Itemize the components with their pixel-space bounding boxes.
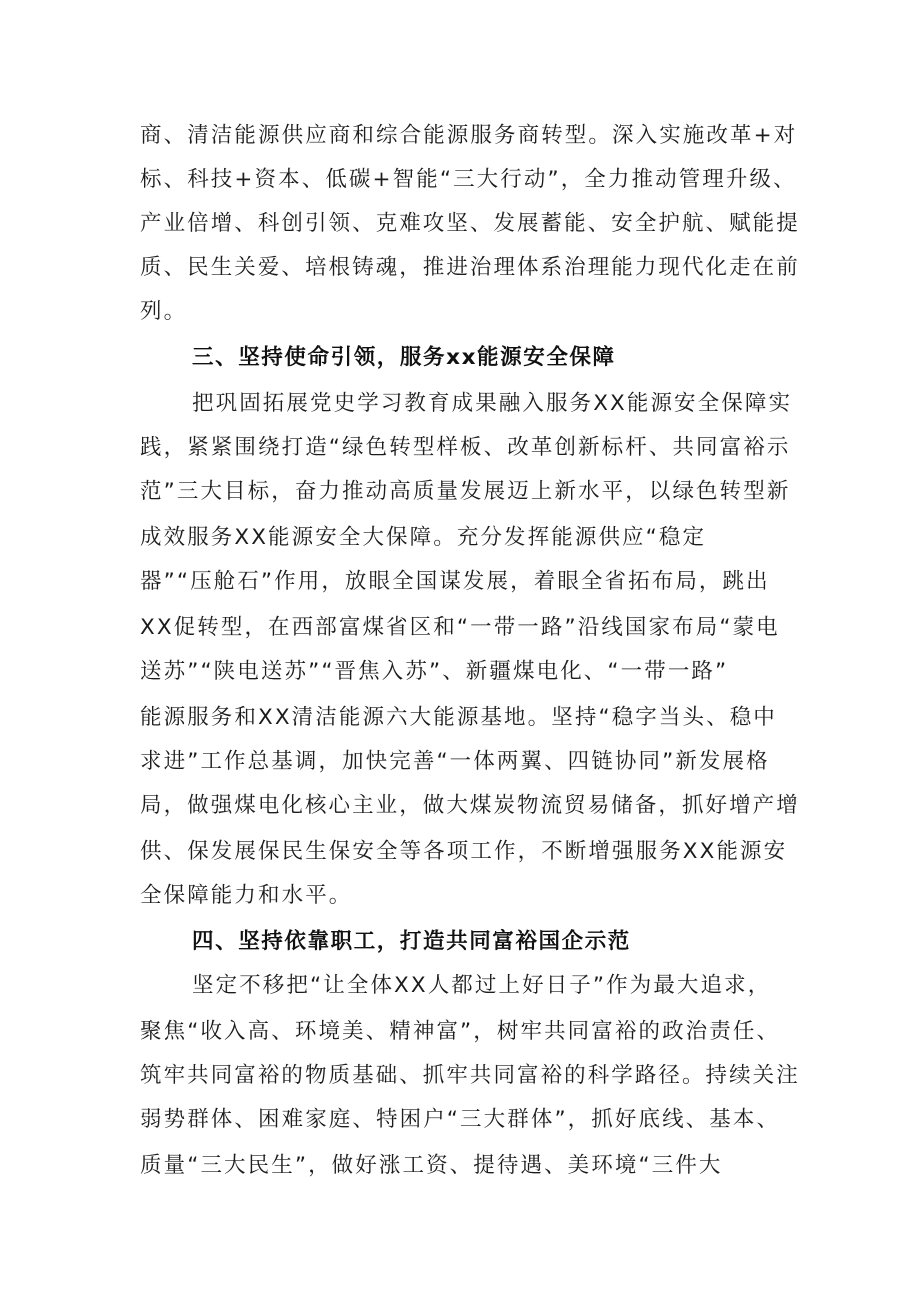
text-line-10: 成效服务XX能源安全大保障。充分发挥能源供应“稳定: [140, 525, 707, 550]
text-line-2: 标、科技+资本、低碳+智能“三大行动”，全力推动管理升级、: [140, 167, 797, 192]
text-line-11: 器”“压舱石”作用，放眼全国谋发展，着眼全省拓布局，跳出: [140, 569, 770, 594]
text-line-23: 弱势群体、困难家庭、特困户“三大群体”，抓好底线、基本、: [140, 1107, 781, 1132]
text-line-15: 求进”工作总基调，加快完善“一体两翼、四链协同”新发展格: [140, 749, 770, 774]
text-line-13: 送苏”“陕电送苏”“晋焦入苏”、新疆煤电化、“一带一路”: [140, 659, 729, 684]
text-line-24: 质量“三大民生”，做好涨工资、提待遇、美环境“三件大: [140, 1153, 723, 1178]
text-line-4: 质、民生关爱、培根铸魂，推进治理体系治理能力现代化走在前: [140, 255, 800, 280]
text-line-21: 聚焦“收入高、环境美、精神富”，树牢共同富裕的政治责任、: [140, 1019, 781, 1044]
text-line-1: 商、清洁能源供应商和综合能源服务商转型。深入实施改革+对: [140, 123, 798, 148]
section-heading-4: 四、坚持依靠职工，打造共同富裕国企示范: [192, 929, 631, 954]
text-line-16: 局，做强煤电化核心主业，做大煤炭物流贸易储备，抓好增产增: [140, 793, 800, 818]
text-line-14: 能源服务和XX清洁能源六大能源基地。坚持“稳字当头、稳中: [140, 705, 777, 730]
text-line-12: XX促转型，在西部富煤省区和“一带一路”沿线国家布局“蒙电: [140, 615, 780, 640]
text-line-5: 列。: [140, 299, 188, 324]
text-line-22: 筑牢共同富裕的物质基础、抓牢共同富裕的科学路径。持续关注: [140, 1063, 800, 1088]
section-heading-3: 三、坚持使命引领，服务xx能源安全保障: [192, 345, 616, 370]
text-line-18: 全保障能力和水平。: [140, 883, 353, 908]
text-line-3: 产业倍增、科创引领、克难攻坚、发展蓄能、安全护航、赋能提: [140, 211, 800, 236]
text-line-20: 坚定不移把“让全体XX人都过上好日子”作为最大追求，: [192, 973, 772, 998]
text-line-17: 供、保发展保民生保安全等各项工作，不断增强服务XX能源安: [140, 839, 788, 864]
text-line-9: 范”三大目标，奋力推动高质量发展迈上新水平，以绿色转型新: [140, 479, 791, 504]
text-line-7: 把巩固拓展党史学习教育成果融入服务XX能源安全保障实: [192, 391, 793, 416]
text-line-8: 践，紧紧围绕打造“绿色转型样板、改革创新标杆、共同富裕示: [140, 435, 791, 460]
